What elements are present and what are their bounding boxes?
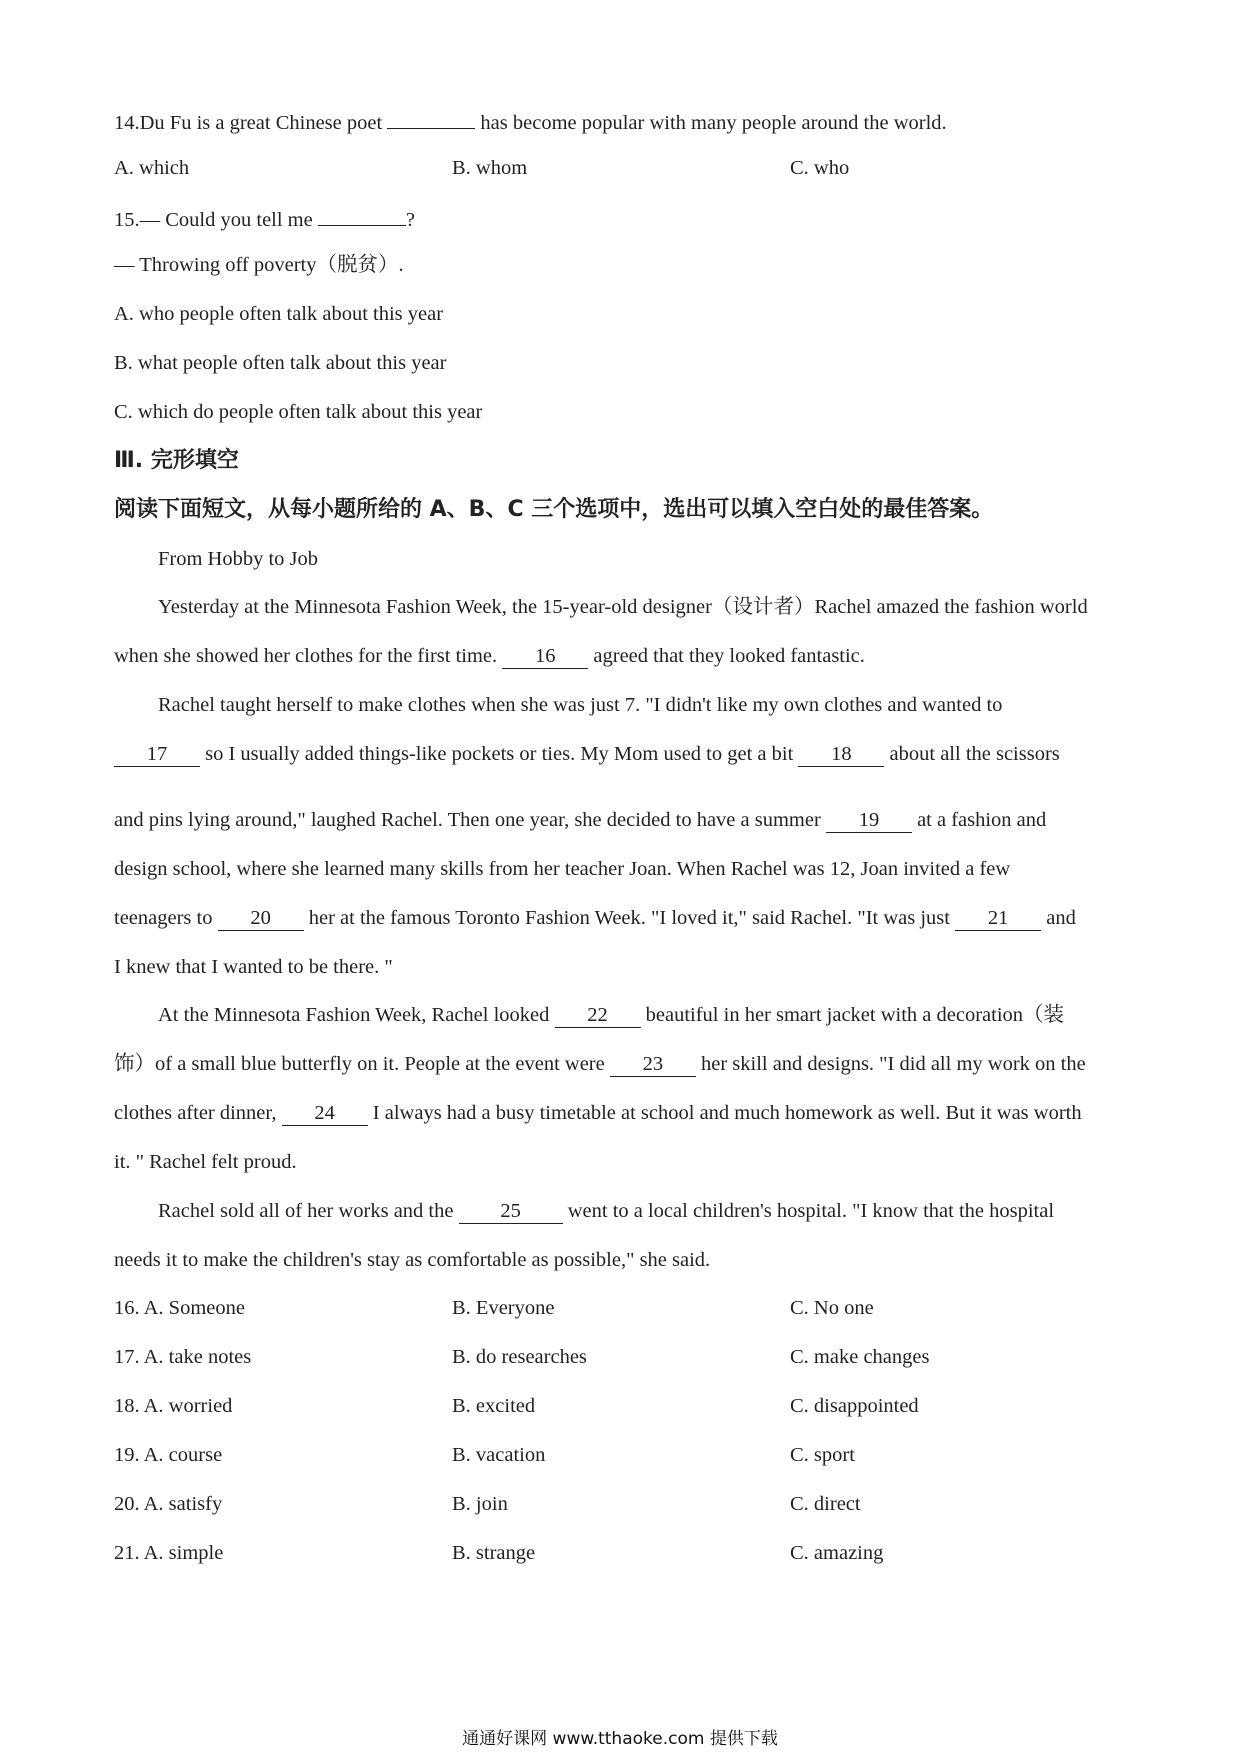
q21-option-a: 21. A. simple: [114, 1542, 224, 1564]
q18-option-a: 18. A. worried: [114, 1395, 233, 1417]
blank-23: 23: [610, 1054, 696, 1077]
q14-blank: [387, 109, 475, 129]
q19-option-b: B. vacation: [452, 1444, 546, 1466]
passage-line: needs it to make the children's stay as comfortable as possible," she said.: [114, 1249, 711, 1271]
passage-line: design school, where she learned many skills from her teacher Joan. When Rachel was 12, Joan invited a few: [114, 858, 1011, 880]
q15-option-b: B. what people often talk about this year: [114, 352, 447, 374]
passage-text: 饰）of a small blue butterfly on it. People at the event were: [114, 1053, 610, 1075]
blank-22: 22: [555, 1005, 641, 1028]
passage-line: [114, 744, 1060, 767]
passage-line: [114, 1054, 1086, 1077]
q16-option-b: B. Everyone: [452, 1297, 555, 1319]
passage-line: [114, 646, 865, 669]
page-footer: 通通好课网 www.tthaoke.com 提供下载: [462, 1729, 778, 1749]
q16-option-a: 16. A. Someone: [114, 1297, 245, 1319]
q18-option-c: C. disappointed: [790, 1395, 919, 1417]
q21-option-b: B. strange: [452, 1542, 536, 1564]
blank-18: 18: [798, 744, 884, 767]
passage-line: [158, 1005, 1064, 1028]
q15-stem: [114, 206, 415, 231]
passage-text: Rachel sold all of her works and the: [158, 1200, 459, 1222]
passage-text: At the Minnesota Fashion Week, Rachel looked: [158, 1004, 555, 1026]
q15-option-a: A. who people often talk about this year: [114, 303, 444, 325]
q15-option-c: C. which do people often talk about this year: [114, 401, 483, 423]
blank-20: 20: [218, 908, 304, 931]
q17-option-b: B. do researches: [452, 1346, 587, 1368]
q14-option-b: B. whom: [452, 157, 528, 179]
passage-text: and pins lying around," laughed Rachel. Then one year, she decided to have a summer: [114, 809, 826, 831]
passage-text: at a fashion and: [911, 809, 1047, 831]
q19-option-c: C. sport: [790, 1444, 855, 1466]
passage-text: teenagers to: [114, 907, 218, 929]
q18-option-b: B. excited: [452, 1395, 536, 1417]
blank-25: 25: [459, 1201, 563, 1224]
passage-text: beautiful in her smart jacket with a decoration（装: [640, 1004, 1065, 1026]
blank-16: 16: [502, 646, 588, 669]
passage-line: [158, 1201, 1054, 1224]
q17-option-a: 17. A. take notes: [114, 1346, 252, 1368]
q16-option-c: C. No one: [790, 1297, 874, 1319]
passage-text: about all the scissors: [884, 743, 1060, 765]
passage-text: I always had a busy timetable at school and much homework as well. But it was worth: [367, 1102, 1082, 1124]
passage-text: so I usually added things-like pockets or ties. My Mom used to get a bit: [200, 743, 799, 765]
q15-blank: [318, 206, 406, 226]
q14-stem-before: 14.Du Fu is a great Chinese poet: [114, 112, 388, 134]
q15-stem-after: ?: [405, 209, 415, 231]
blank-24: 24: [282, 1103, 368, 1126]
section-instruction: 阅读下面短文，从每小题所给的 A、B、C 三个选项中，选出可以填入空白处的最佳答案。: [114, 497, 994, 522]
q14-option-c: C. who: [790, 157, 850, 179]
blank-21: 21: [955, 908, 1041, 931]
q15-answer-line: — Throwing off poverty（脱贫）.: [114, 254, 404, 276]
passage-text: her skill and designs. "I did all my work on the: [695, 1053, 1086, 1075]
passage-line: Yesterday at the Minnesota Fashion Week, the 15-year-old designer（设计者）Rachel amazed the fashion world: [158, 596, 1088, 618]
passage-text: went to a local children's hospital. "I know that the hospital: [562, 1200, 1055, 1222]
section-heading: Ⅲ. 完形填空: [114, 448, 239, 473]
passage-title: From Hobby to Job: [158, 548, 319, 570]
passage-line: [114, 908, 1076, 931]
passage-text: her at the famous Toronto Fashion Week. "I loved it," said Rachel. "It was just: [303, 907, 956, 929]
passage-text: agreed that they looked fantastic.: [588, 645, 865, 667]
q14-stem-after: has become popular with many people around the world.: [475, 112, 947, 134]
q14-option-a: A. which: [114, 157, 190, 179]
q20-option-a: 20. A. satisfy: [114, 1493, 223, 1515]
passage-line: it. " Rachel felt proud.: [114, 1151, 297, 1173]
q17-option-c: C. make changes: [790, 1346, 930, 1368]
passage-line: Rachel taught herself to make clothes when she was just 7. "I didn't like my own clothes and wanted to: [158, 694, 1003, 716]
passage-line: [114, 810, 1046, 833]
q20-option-c: C. direct: [790, 1493, 861, 1515]
q20-option-b: B. join: [452, 1493, 508, 1515]
passage-text: when she showed her clothes for the first time.: [114, 645, 503, 667]
passage-text: and: [1041, 907, 1076, 929]
q21-option-c: C. amazing: [790, 1542, 884, 1564]
passage-line: [114, 1103, 1082, 1126]
q15-stem-before: 15.— Could you tell me: [114, 209, 318, 231]
passage-line: I knew that I wanted to be there. ": [114, 956, 393, 978]
blank-19: 19: [826, 810, 912, 833]
q14-stem: [114, 109, 947, 134]
passage-text: clothes after dinner,: [114, 1102, 282, 1124]
blank-17: 17: [114, 744, 200, 767]
q19-option-a: 19. A. course: [114, 1444, 223, 1466]
